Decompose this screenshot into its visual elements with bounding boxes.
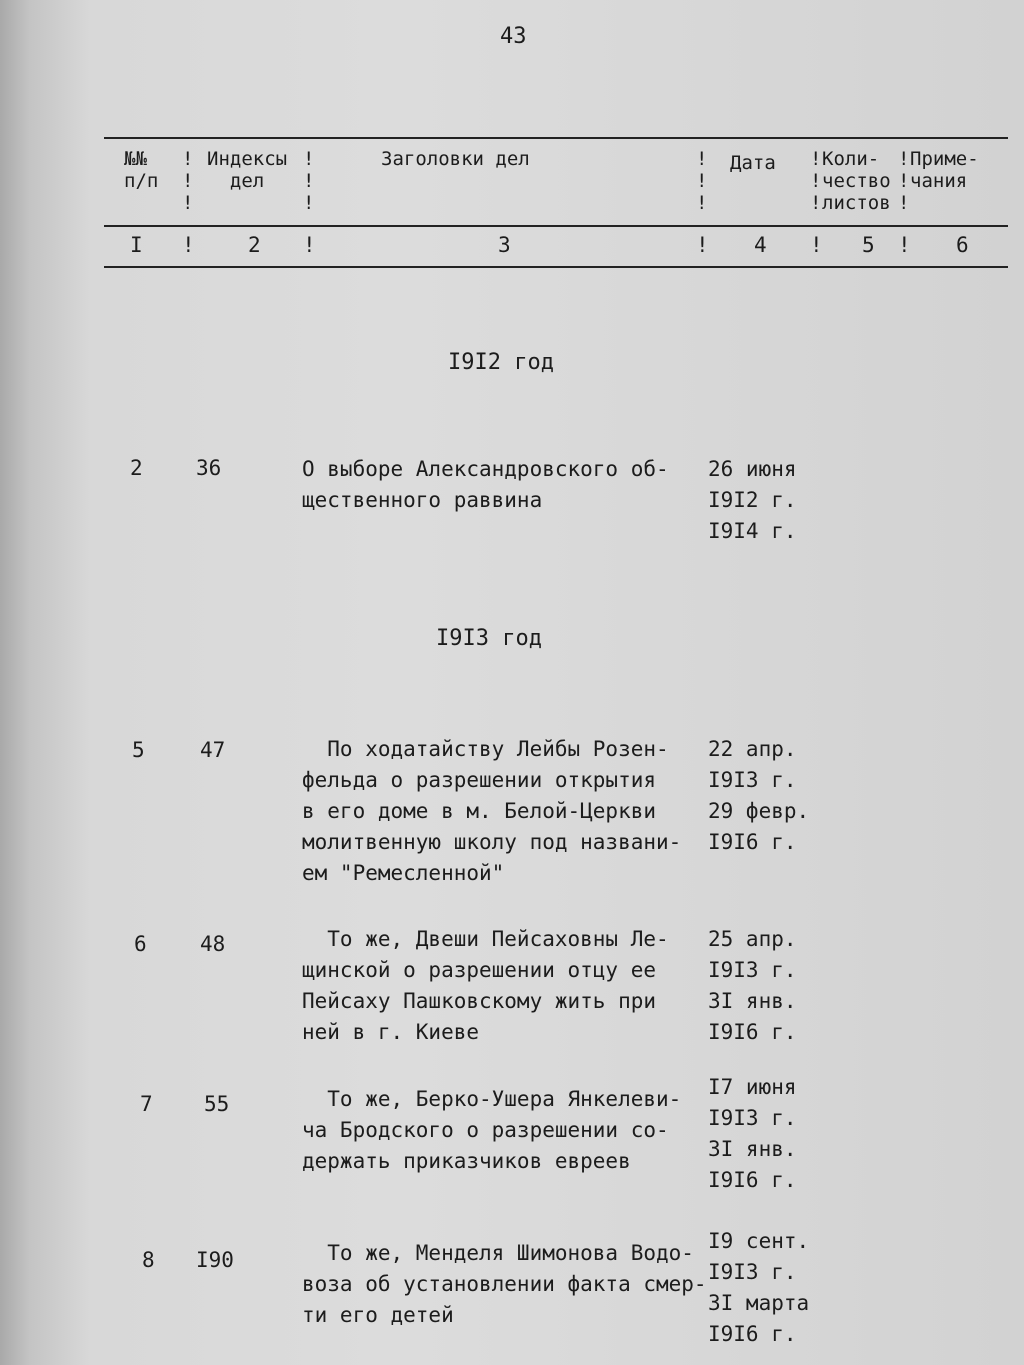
row-index: 36 <box>196 456 222 480</box>
separator: ! <box>696 233 709 257</box>
header-separator: ! ! ! <box>303 148 315 214</box>
column-number: 5 <box>862 233 875 257</box>
column-number: I <box>130 233 143 257</box>
page-number: 43 <box>500 24 527 49</box>
header-bottom-rule <box>104 266 1008 268</box>
row-number: 2 <box>130 456 143 480</box>
row-title: То же, Двеши Пейсаховны Ле- щинской о разрешении отцу ее Пейсаху Пашковскому жить при ней в г. Киеве <box>302 927 669 1044</box>
row-dates: 22 апр. I9I3 г. 29 февр. I9I6 г. <box>708 737 810 854</box>
header-separator: ! ! ! <box>696 148 708 214</box>
separator: ! <box>810 233 823 257</box>
header-number-column: №№ п/п <box>124 148 159 192</box>
header-top-rule <box>104 137 1008 139</box>
header-middle-rule <box>104 225 1008 227</box>
column-number: 6 <box>956 233 969 257</box>
separator: ! <box>182 233 195 257</box>
row-number: 5 <box>132 738 145 762</box>
row-dates: I7 июня I9I3 г. 3I янв. I9I6 г. <box>708 1075 797 1192</box>
separator: ! <box>303 233 316 257</box>
row-title: По ходатайству Лейбы Розен- фельда о разрешении открытия в его доме в м. Белой-Церкви молитвенную школу под названи- ем "Ремесленной" <box>302 737 682 885</box>
row-title: О выборе Александровского об- щественного раввина <box>302 457 669 512</box>
row-dates: 25 апр. I9I3 г. 3I янв. I9I6 г. <box>708 927 797 1044</box>
row-number: 8 <box>142 1248 155 1272</box>
header-notes-column: Приме- чания <box>910 148 979 192</box>
section-year-heading: I9I3 год <box>436 626 542 651</box>
row-index: 55 <box>204 1092 230 1116</box>
column-number: 4 <box>754 233 767 257</box>
row-number: 6 <box>134 932 147 956</box>
row-index: 47 <box>200 738 226 762</box>
row-title: То же, Менделя Шимонова Водо- воза об установлении факта смер- ти его детей <box>302 1241 707 1327</box>
row-index: 48 <box>200 932 226 956</box>
row-number: 7 <box>140 1092 153 1116</box>
column-number: 3 <box>498 233 511 257</box>
row-index: I90 <box>196 1248 234 1272</box>
header-date-column: Дата <box>730 152 776 174</box>
separator: ! <box>898 233 911 257</box>
column-number: 2 <box>248 233 261 257</box>
row-dates: 26 июня I9I2 г. I9I4 г. <box>708 457 797 543</box>
header-separator: ! ! ! <box>810 148 822 214</box>
section-year-heading: I9I2 год <box>448 350 554 375</box>
header-separator: ! ! ! <box>182 148 194 214</box>
header-index-column: Индексы дел <box>207 148 288 192</box>
row-dates: I9 сент. I9I3 г. 3I марта I9I6 г. <box>708 1229 810 1346</box>
row-title: То же, Берко-Ушера Янкелеви- ча Бродского о разрешении со- держать приказчиков евреев <box>302 1087 682 1173</box>
header-title-column: Заголовки дел <box>381 148 530 170</box>
header-sheets-column: Коли- чество листов <box>822 148 891 214</box>
header-separator: ! ! ! <box>898 148 910 214</box>
